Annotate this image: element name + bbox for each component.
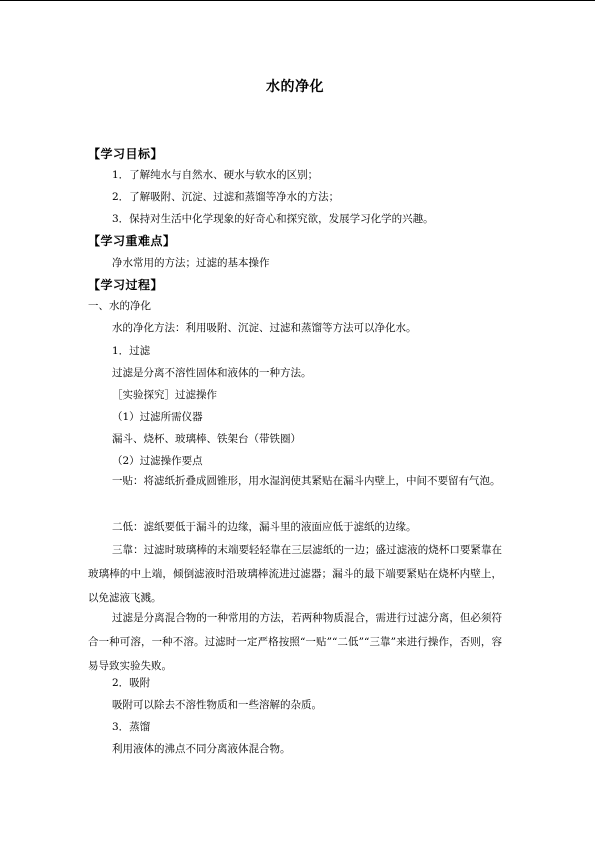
part-one-title: 一、水的净化 — [88, 300, 151, 312]
top-rule — [0, 0, 595, 1]
adsorption-text: 吸附可以除去不溶性物质和一些溶解的杂质。 — [112, 699, 322, 711]
points-title: （2）过滤操作要点 — [112, 455, 203, 467]
goals-heading: 【学习目标】 — [88, 147, 164, 161]
goal-item-2: 2．了解吸附、沉淀、过滤和蒸馏等净水的方法； — [112, 191, 340, 203]
key-points-text: 净水常用的方法；过滤的基本操作 — [112, 257, 270, 269]
filtration-title: 1．过滤 — [112, 345, 151, 357]
rule-sankao: 三靠：过滤时玻璃棒的末端要轻轻靠在三层滤纸的一边；盛过滤液的烧杯口要紧靠在玻璃棒的中上端，倾倒滤液时沿玻璃棒流进过滤器；漏斗的最下端要紧贴在烧杯内壁上，以免滤液飞溅。 — [88, 544, 502, 604]
process-heading: 【学习过程】 — [88, 278, 164, 292]
filtration-summary: 过滤是分离混合物的一种常用的方法，若两种物质混合，需进行过滤分离，但必须符合一种可溶，一种不溶。过滤时一定严格按照“一贴”“二低”“三靠”来进行操作，否则，容易导致实验失败。 — [88, 612, 502, 672]
goal-item-3: 3．保持对生活中化学现象的好奇心和探究欲，发展学习化学的兴趣。 — [112, 213, 434, 225]
rule-erdi: 二低：滤纸要低于漏斗的边缘，漏斗里的液面应低于滤纸的边缘。 — [112, 521, 417, 533]
purification-methods: 水的净化方法：利用吸附、沉淀、过滤和蒸馏等方法可以净化水。 — [112, 322, 417, 334]
goal-item-1: 1．了解纯水与自然水、硬水与软水的区别； — [112, 169, 319, 181]
distillation-title: 3．蒸馏 — [112, 721, 151, 733]
page-title: 水的净化 — [266, 79, 324, 95]
distillation-text: 利用液体的沸点不同分离液体混合物。 — [112, 743, 291, 755]
experiment-title: ［实验探究］过滤操作 — [112, 389, 217, 401]
equipment-list: 漏斗、烧杯、玻璃棒、铁架台（带铁圈） — [112, 433, 301, 445]
adsorption-title: 2．吸附 — [112, 677, 151, 689]
key-points-heading: 【学习重难点】 — [88, 234, 176, 248]
equipment-title: （1）过滤所需仪器 — [112, 411, 203, 423]
rule-yitie: 一贴：将滤纸折叠成圆锥形，用水湿润使其紧贴在漏斗内壁上，中间不要留有气泡。 — [112, 475, 501, 487]
filtration-definition: 过滤是分离不溶性固体和液体的一种方法。 — [112, 367, 312, 379]
